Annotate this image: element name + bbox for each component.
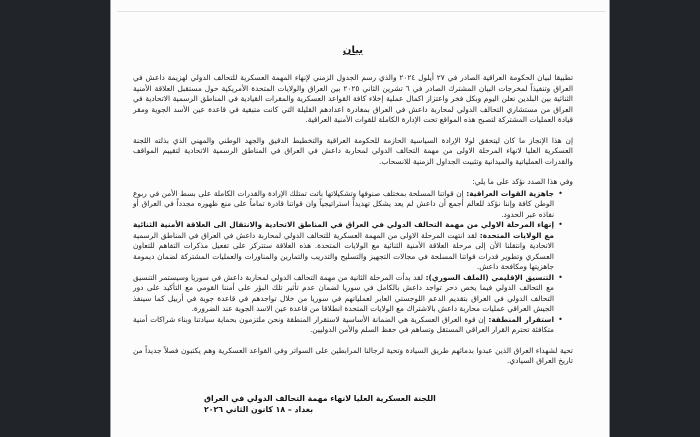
bullet-text: [133, 273, 554, 315]
signature-committee: اللجنة العسكرية العليا لانهاء مهمة التحالف الدولي في العراق: [204, 394, 436, 403]
bullet-icon: •: [558, 272, 563, 282]
bullet-list: [133, 189, 573, 336]
bullet-text: [133, 220, 554, 273]
bullet-body-text: إن قواتنا المسلحة بمختلف صنوفها وتشكيلاتها باتت تمتلك الإرادة والقدرات الكاملة على بسط الأمن في ربوع الوطن كافة وإننا نؤكد للعالم أجمع أن داعش لم يعد يشكل تهديداً استراتيجياً وان قواتنا قادرة تماماً على منع ظهوره مجدداً في العراق أو نفاذه عبر الحدود.: [133, 188, 554, 219]
bullet-item-regional-coordination: [133, 273, 567, 315]
bullet-item-region-stability: [133, 315, 567, 336]
bullet-item-phase-one-end: [133, 220, 567, 273]
bullet-text: [133, 189, 554, 221]
second-paragraph: إن هذا الإنجاز ما كان ليتحقق لولا الإرادة السياسية الحازمة للحكومة العراقية والتخطيط الدقيق والجهد الوطني والمهني الذي بذلته اللجنة العسكرية العليا لانهاء المرحلة الاولى من مهمة التحالف الدولي لمحاربة داعش في العراق في المناطق الرسمية الاتحادية لتقييم المواقف والقدرات العملياتية والميدانية وتثبيت الجداول الزمنية للانسحاب.: [133, 135, 573, 166]
bullet-heading: استقرار المنطقة:: [488, 314, 554, 324]
bullet-icon: •: [558, 314, 563, 324]
bullet-icon: •: [558, 188, 563, 198]
signature-date: بغداد – ١٨ كانون الثاني ٢٠٢٦: [204, 405, 314, 414]
bullet-icon: •: [558, 220, 563, 229]
document-title: بيان: [342, 45, 364, 56]
bullet-body-text: لقد انتهت المرحلة الاولى من المهمة العسكرية للتحالف الدولي لمحاربة داعش في العراق في المناطق الرسمية الاتحادية وانتقلنا الأن إلى مرحلة العلاقة الأمنية الثنائية مع الولايات المتحدة. هذه العلاقة ستتركز على تفعيل مذكرات التفاهم للتعاون العسكري وتطوير قدرات قواتنا المسلحة في مجالات التجهيز والتسليح والتدريب والتمارين والمناورات والعمليات المشتركة لضمان ديمومة جاهزيتها ومكافحة داعش.: [133, 230, 554, 271]
opening-paragraph: تطبيقا لبيان الحكومة العراقية الصادر في ٢٧ أيلول ٢٠٢٤ والذي رسم الجدول الزمني لإنهاء المهمة العسكرية للتحالف الدولي لهزيمة داعش في العراق وتنفيذاً لمخرجات البيان المشترك الصادر في ٦ تشرين الثاني ٢٠٢٥ بين العراق والولايات المتحدة الأمريكية حول مستقبل العلاقة الأمنية الثنائية بين البلدين نعلن اليوم وبكل فخر واعتزاز اكمال عملية إخلاء كافة القواعد العسكرية والمقرات القيادية في المناطق الرسمية الاتحادية في العراق من مستشاري التحالف الدولي لمحاربة داعش في العراق بمغادرة اعدادهم القليلة التي كانت متبقية في قاعدة عين الأسد الجوية ومقر قيادة العمليات المشتركة لتصبح هذه المواقع تحت الإدارة الكاملة للقوات الأمنية العراقية.: [133, 73, 574, 124]
bullet-body-text: إن قوة العراق العسكرية هي الضمانة الأساسية لاستقرار المنطقة ونحن ملتزمون بحماية سيادتنا وبناء شراكات أمنية متكافئة تحترم القرار العراقي المستقل وتساهم في حفظ السلم والأمن الدوليين.: [133, 314, 554, 334]
bullet-heading: جاهزية القوات العراقية:: [466, 188, 555, 198]
closing-paragraph: تحية لشهداء العراق الذين عبدوا بدمائهم طريق السيادة وتحية لرجالنا المرابطين على السواتر وفي القواعد العسكرية وهم يكتبون فصلاً جديداً من تاريخ العراق السيادي.: [133, 345, 573, 365]
document-content: [111, 0, 609, 367]
list-intro: وفي هذا الصدد نؤكد على ما يلي:: [472, 177, 573, 186]
document-page: [110, 0, 610, 437]
signature-block: [204, 393, 436, 415]
bullet-item-readiness: [133, 189, 567, 221]
bullet-text: [133, 315, 554, 336]
bullet-body-text: لقد بدأت المرحلة الثانية من مهمة التحالف الدولي لمحاربة داعش في سوريا وسيستمر التنسيق مع التحالف الدولي فيما يخص دحر تواجد داعش بالكامل في سوريا لضمان عدم تأثير تلك البؤر على أمننا القومي مع التأكيد على دور التحالف الدولي في العراق بتقديم الدعم اللوجستي العابر لعملياتهم في سوريا من خلال تواجدهم في قاعدة جوية في أربيل كما سينفذ الجيش العراقي عمليات محاربة داعش بالاشتراك مع الولايات المتحدة انطلاقا من قاعدة عين الاسد الجوية عند الضرورة.: [133, 272, 554, 313]
bullet-heading: إنهاء المرحلة الاولي من مهمة التحالف الدولي في العراق في المناطق الاتحادية والانتقال الى العلاقة الأمنية الثنائية مع الولايات المتحدة:: [133, 220, 554, 240]
bullet-heading: التنسيق الإقليمي (الملف السوري):: [425, 272, 554, 282]
